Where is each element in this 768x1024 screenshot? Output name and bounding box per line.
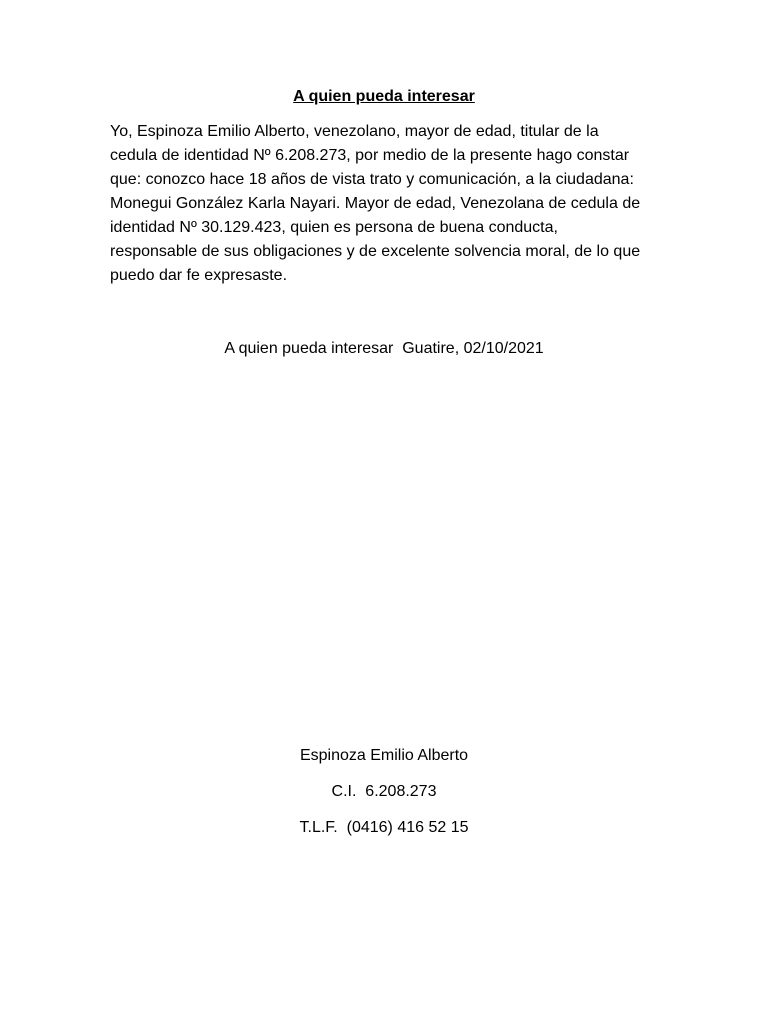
body-line: identidad Nº 30.129.423, quien es persona de buena conducta, (110, 219, 558, 236)
body-line: responsable de sus obligaciones y de excelente solvencia moral, de lo que (110, 243, 641, 260)
body-line: Yo, Espinoza Emilio Alberto, venezolano, mayor de edad, titular de la (110, 123, 599, 140)
signer-name: Espinoza Emilio Alberto (299, 747, 469, 764)
body-line: Monegui González Karla Nayari. Mayor de edad, Venezolana de cedula de (110, 195, 641, 212)
letter-title: A quien pueda interesar (293, 88, 475, 105)
body-line: que: conozco hace 18 años de vista trato y comunicación, a la ciudadana: (110, 171, 634, 188)
place-date-line: A quien pueda interesar Guatire, 02/10/2021 (224, 340, 544, 357)
signer-id: C.I. 6.208.273 (331, 783, 437, 800)
body-line: cedula de identidad Nº 6.208.273, por medio de la presente hago constar (110, 147, 630, 164)
signer-phone: T.L.F. (0416) 416 52 15 (299, 819, 469, 836)
signature-block (0, 745, 768, 853)
body-line: puedo dar fe expresaste. (110, 267, 288, 284)
letter-body (110, 120, 665, 288)
